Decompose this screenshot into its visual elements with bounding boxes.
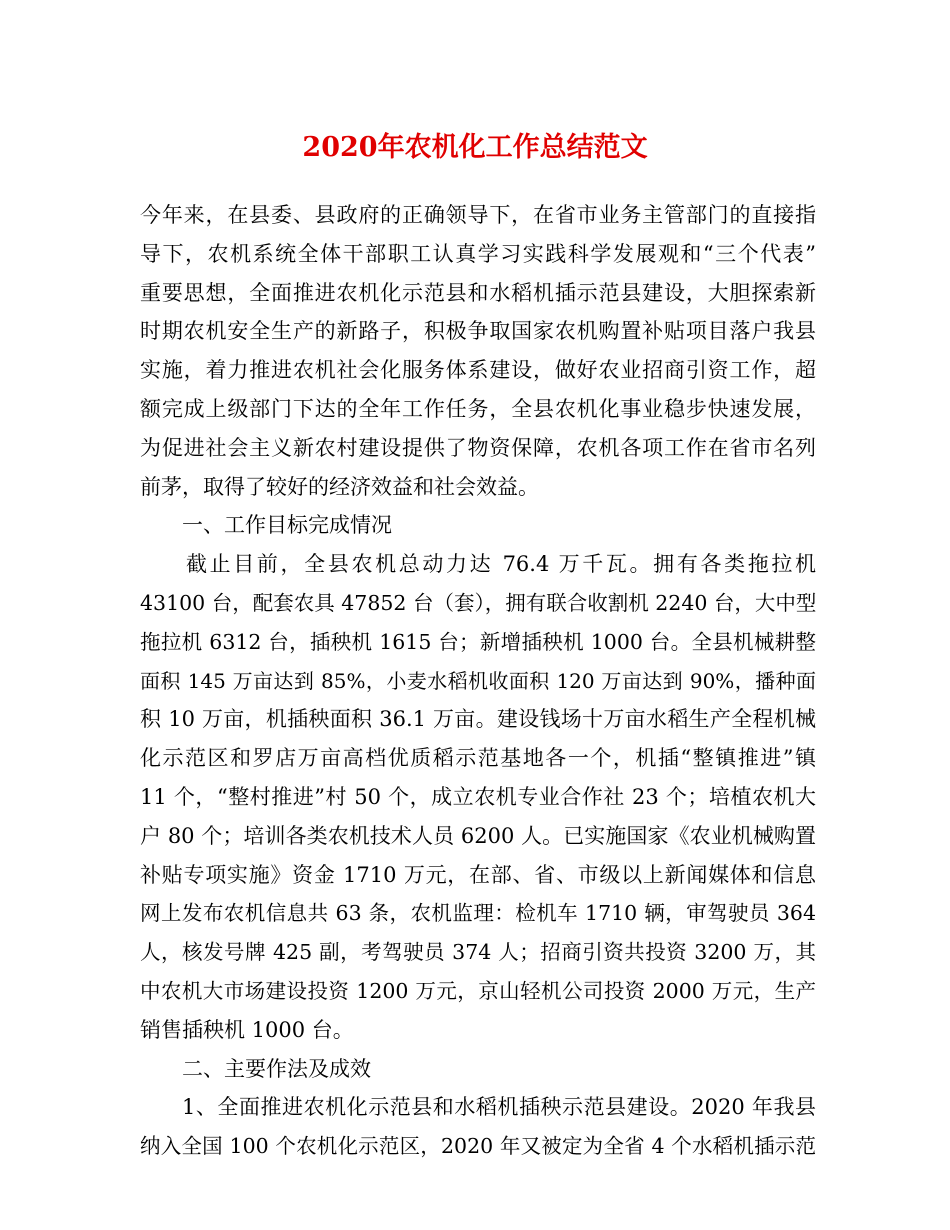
text-line: 前茅，取得了较好的经济效益和社会效益。 bbox=[140, 474, 539, 499]
text-line: 时期农机安全生产的新路子，积极争取国家农机购置补贴项目落户我县 bbox=[140, 319, 816, 344]
text-line: 拖拉机 6312 台，插秧机 1615 台；新增插秧机 1000 台。全县机械耕整 bbox=[140, 629, 816, 654]
text-line: 43100 台，配套农具 47852 台（套），拥有联合收割机 2240 台，大中型 bbox=[140, 590, 817, 615]
paragraph-intro bbox=[140, 196, 816, 506]
text-line: 实施，着力推进农机社会化服务体系建设，做好农业招商引资工作，超 bbox=[140, 358, 816, 383]
text-line: 重要思想，全面推进农机化示范县和水稻机插示范县建设，大胆探索新 bbox=[140, 280, 816, 305]
text-line: 户 80 个；培训各类农机技术人员 6200 人。已实施国家《农业机械购置 bbox=[140, 823, 816, 848]
text-line: 纳入全国 100 个农机化示范区，2020 年又被定为全省 4 个水稻机插示范 bbox=[140, 1134, 816, 1159]
text-line: 为促进社会主义新农村建设提供了物资保障，农机各项工作在省市名列 bbox=[140, 435, 816, 460]
text-line: 中农机大市场建设投资 1200 万元，京山轻机公司投资 2000 万元，生产 bbox=[140, 978, 816, 1003]
paragraph-measures bbox=[140, 1088, 816, 1166]
text-line: 额完成上级部门下达的全年工作任务，全县农机化事业稳步快速发展， bbox=[140, 396, 816, 421]
text-line: 网上发布农机信息共 63 条，农机监理：检机车 1710 辆，审驾驶员 364 bbox=[140, 901, 816, 926]
text-line: 11 个，“整村推进”村 50 个，成立农机专业合作社 23 个；培植农机大 bbox=[140, 784, 816, 809]
text-line: 销售插秧机 1000 台。 bbox=[140, 1017, 354, 1042]
text-line: 今年来，在县委、县政府的正确领导下，在省市业务主管部门的直接指 bbox=[140, 203, 816, 227]
text-line: 1、全面推进农机化示范县和水稻机插秧示范县建设。2020 年我县 bbox=[182, 1095, 816, 1120]
text-line: 积 10 万亩，机插秧面积 36.1 万亩。建设钱场十万亩水稻生产全程机械 bbox=[140, 707, 816, 732]
text-line: 补贴专项实施》资金 1710 万元，在部、省、市级以上新闻媒体和信息 bbox=[140, 862, 816, 887]
text-line: 面积 145 万亩达到 85%，小麦水稻机收面积 120 万亩达到 90%，播种面 bbox=[140, 668, 816, 693]
text-line: 化示范区和罗店万亩高档优质稻示范基地各一个，机插“整镇推进”镇 bbox=[140, 746, 816, 771]
text-line: 人，核发号牌 425 副，考驾驶员 374 人；招商引资共投资 3200 万，其 bbox=[140, 940, 816, 965]
section-heading-1: 一、工作目标完成情况 bbox=[182, 513, 392, 538]
document-body bbox=[140, 196, 816, 1166]
paragraph-targets bbox=[140, 545, 816, 1049]
section-heading-2: 二、主要作法及成效 bbox=[182, 1056, 371, 1081]
document-title: 2020年农机化工作总结范文 bbox=[302, 132, 648, 163]
text-line: 截止目前，全县农机总动力达 76.4 万千瓦。拥有各类拖拉机 bbox=[186, 552, 816, 577]
text-line: 导下，农机系统全体干部职工认真学习实践科学发展观和“三个代表” bbox=[140, 241, 816, 266]
